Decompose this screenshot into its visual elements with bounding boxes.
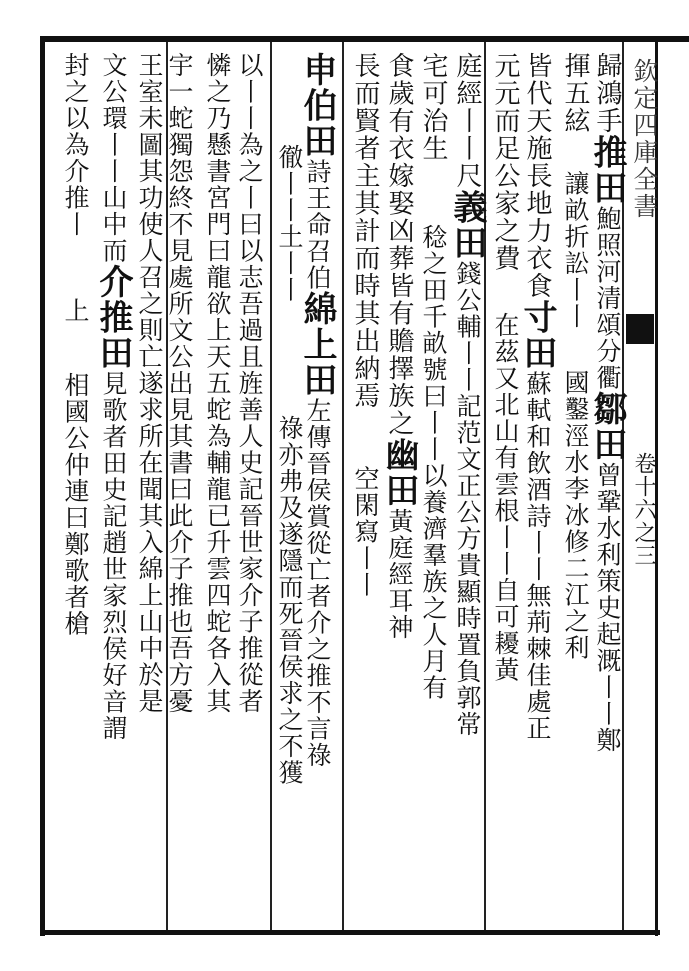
- frame-bottom-border: [40, 930, 660, 935]
- frame-top-border: [40, 36, 689, 42]
- text-column-13: [166, 52, 192, 715]
- col5-seg2: 錢公輔丨丨記范文正公方貴顯時置負郭常: [453, 260, 482, 738]
- text-column-10: [276, 52, 302, 786]
- col3-seg1: 皆代天施長地力衣食: [522, 52, 552, 300]
- column-rule: [484, 42, 486, 930]
- book-title: 欽定四庫全書: [630, 58, 659, 220]
- col4-seg2: 在茲又北山有雲根丨丨自可耰黃: [491, 312, 520, 683]
- col9-heading2: 綿上田: [297, 291, 337, 398]
- col15-seg2: 見歌者田: [99, 370, 128, 477]
- col15-heading: 介推田: [93, 264, 133, 371]
- col10-seg2: 祿亦弗及遂隱而死晉侯求之不獲: [275, 415, 304, 786]
- col2-seg1: 揮五絃: [560, 52, 590, 135]
- col15-seg3: 史記趙世家烈侯好音謂: [99, 476, 128, 742]
- frame-left-border: [40, 36, 45, 936]
- text-column-16: [62, 52, 88, 637]
- text-column-9: [297, 52, 337, 769]
- col7-seg2: 黃庭經耳神: [385, 508, 414, 641]
- col5-heading: 義田: [447, 189, 487, 261]
- col7-heading: 幽田: [379, 437, 419, 508]
- col4-seg1: 元元而足公家之費: [490, 52, 520, 272]
- text-column-5: [447, 52, 487, 738]
- text-column-14: [136, 52, 162, 715]
- col13-seg1: 宇一蛇獨怨終不見處所文公出見其書曰此介子推也吾方憂: [165, 52, 194, 715]
- col14-seg1: 王室未圖其功使人召之則亡遂求所在聞其入綿上山中於是: [135, 52, 164, 715]
- col16-seg3: 相國公仲連曰鄭歌者槍: [61, 372, 90, 637]
- col16-seg2: 上: [61, 297, 90, 324]
- text-column-7: [379, 52, 419, 641]
- col6-seg1: 宅可治生: [418, 52, 448, 162]
- col12-seg1: 憐之乃懸書宮門曰龍欲上天五蛇為輔龍已升雲四蛇各入其: [203, 52, 232, 715]
- fishtail-mark: [626, 314, 654, 344]
- text-column-1: [587, 52, 627, 754]
- text-column-2: [562, 52, 588, 661]
- text-column-8: [352, 52, 378, 598]
- col16-seg1: 封之以為介推丨: [61, 52, 90, 238]
- text-column-6: [420, 52, 446, 701]
- col2-seg3: 國鑿涇水李冰修二江之利: [561, 369, 590, 661]
- col2-seg2: 讓畝折訟丨丨: [561, 170, 590, 330]
- col5-seg1: 庭經丨丨尺: [452, 52, 482, 190]
- col1-seg2: 鮑照河清頌分衢: [593, 205, 622, 391]
- col9-seg1: 詩王命召伯: [303, 158, 332, 291]
- col11-seg1: 以丨丨為之丨曰以志吾過且旌善人史記晉世家介子推從者: [235, 52, 264, 715]
- volume-label: 卷十六之三: [631, 452, 656, 567]
- col15-seg1: 文公環丨丨山中而: [99, 52, 128, 264]
- col9-heading: 申伯田: [297, 52, 337, 159]
- text-column-3: [517, 52, 557, 742]
- col6-seg2: 稔之田千畝號曰丨丨以養濟羣族之人月有: [419, 224, 448, 701]
- col3-seg2: 蘇軾和飲酒詩丨丨無荊棘佳處正: [523, 370, 552, 742]
- col1-seg1: 歸鴻手: [592, 52, 622, 135]
- col9-seg2: 左傳晉侯賞從亡者介之推不言祿: [303, 397, 332, 769]
- side-margin: [626, 52, 659, 932]
- column-rule: [342, 42, 344, 930]
- col1-seg3: 曾鞏水利策史起溉丨丨鄭: [593, 462, 622, 754]
- column-rule: [270, 42, 272, 930]
- col3-heading: 寸田: [517, 299, 557, 371]
- text-column-15: [93, 52, 133, 742]
- text-column-4: [492, 52, 518, 683]
- col7-seg1: 食歲有衣嫁娶凶葬皆有贍擇族之: [384, 52, 414, 437]
- text-column-12: [204, 52, 230, 715]
- col8-seg2: 空閑寫丨丨: [351, 465, 380, 598]
- text-column-11: [236, 52, 262, 715]
- col8-seg1: 長而賢者主其計而時其出納焉: [350, 52, 380, 410]
- col1-heading: 推田: [587, 134, 627, 206]
- col1-heading2: 鄒田: [587, 391, 627, 462]
- col10-seg1: 徹丨丨土丨丨: [275, 144, 304, 303]
